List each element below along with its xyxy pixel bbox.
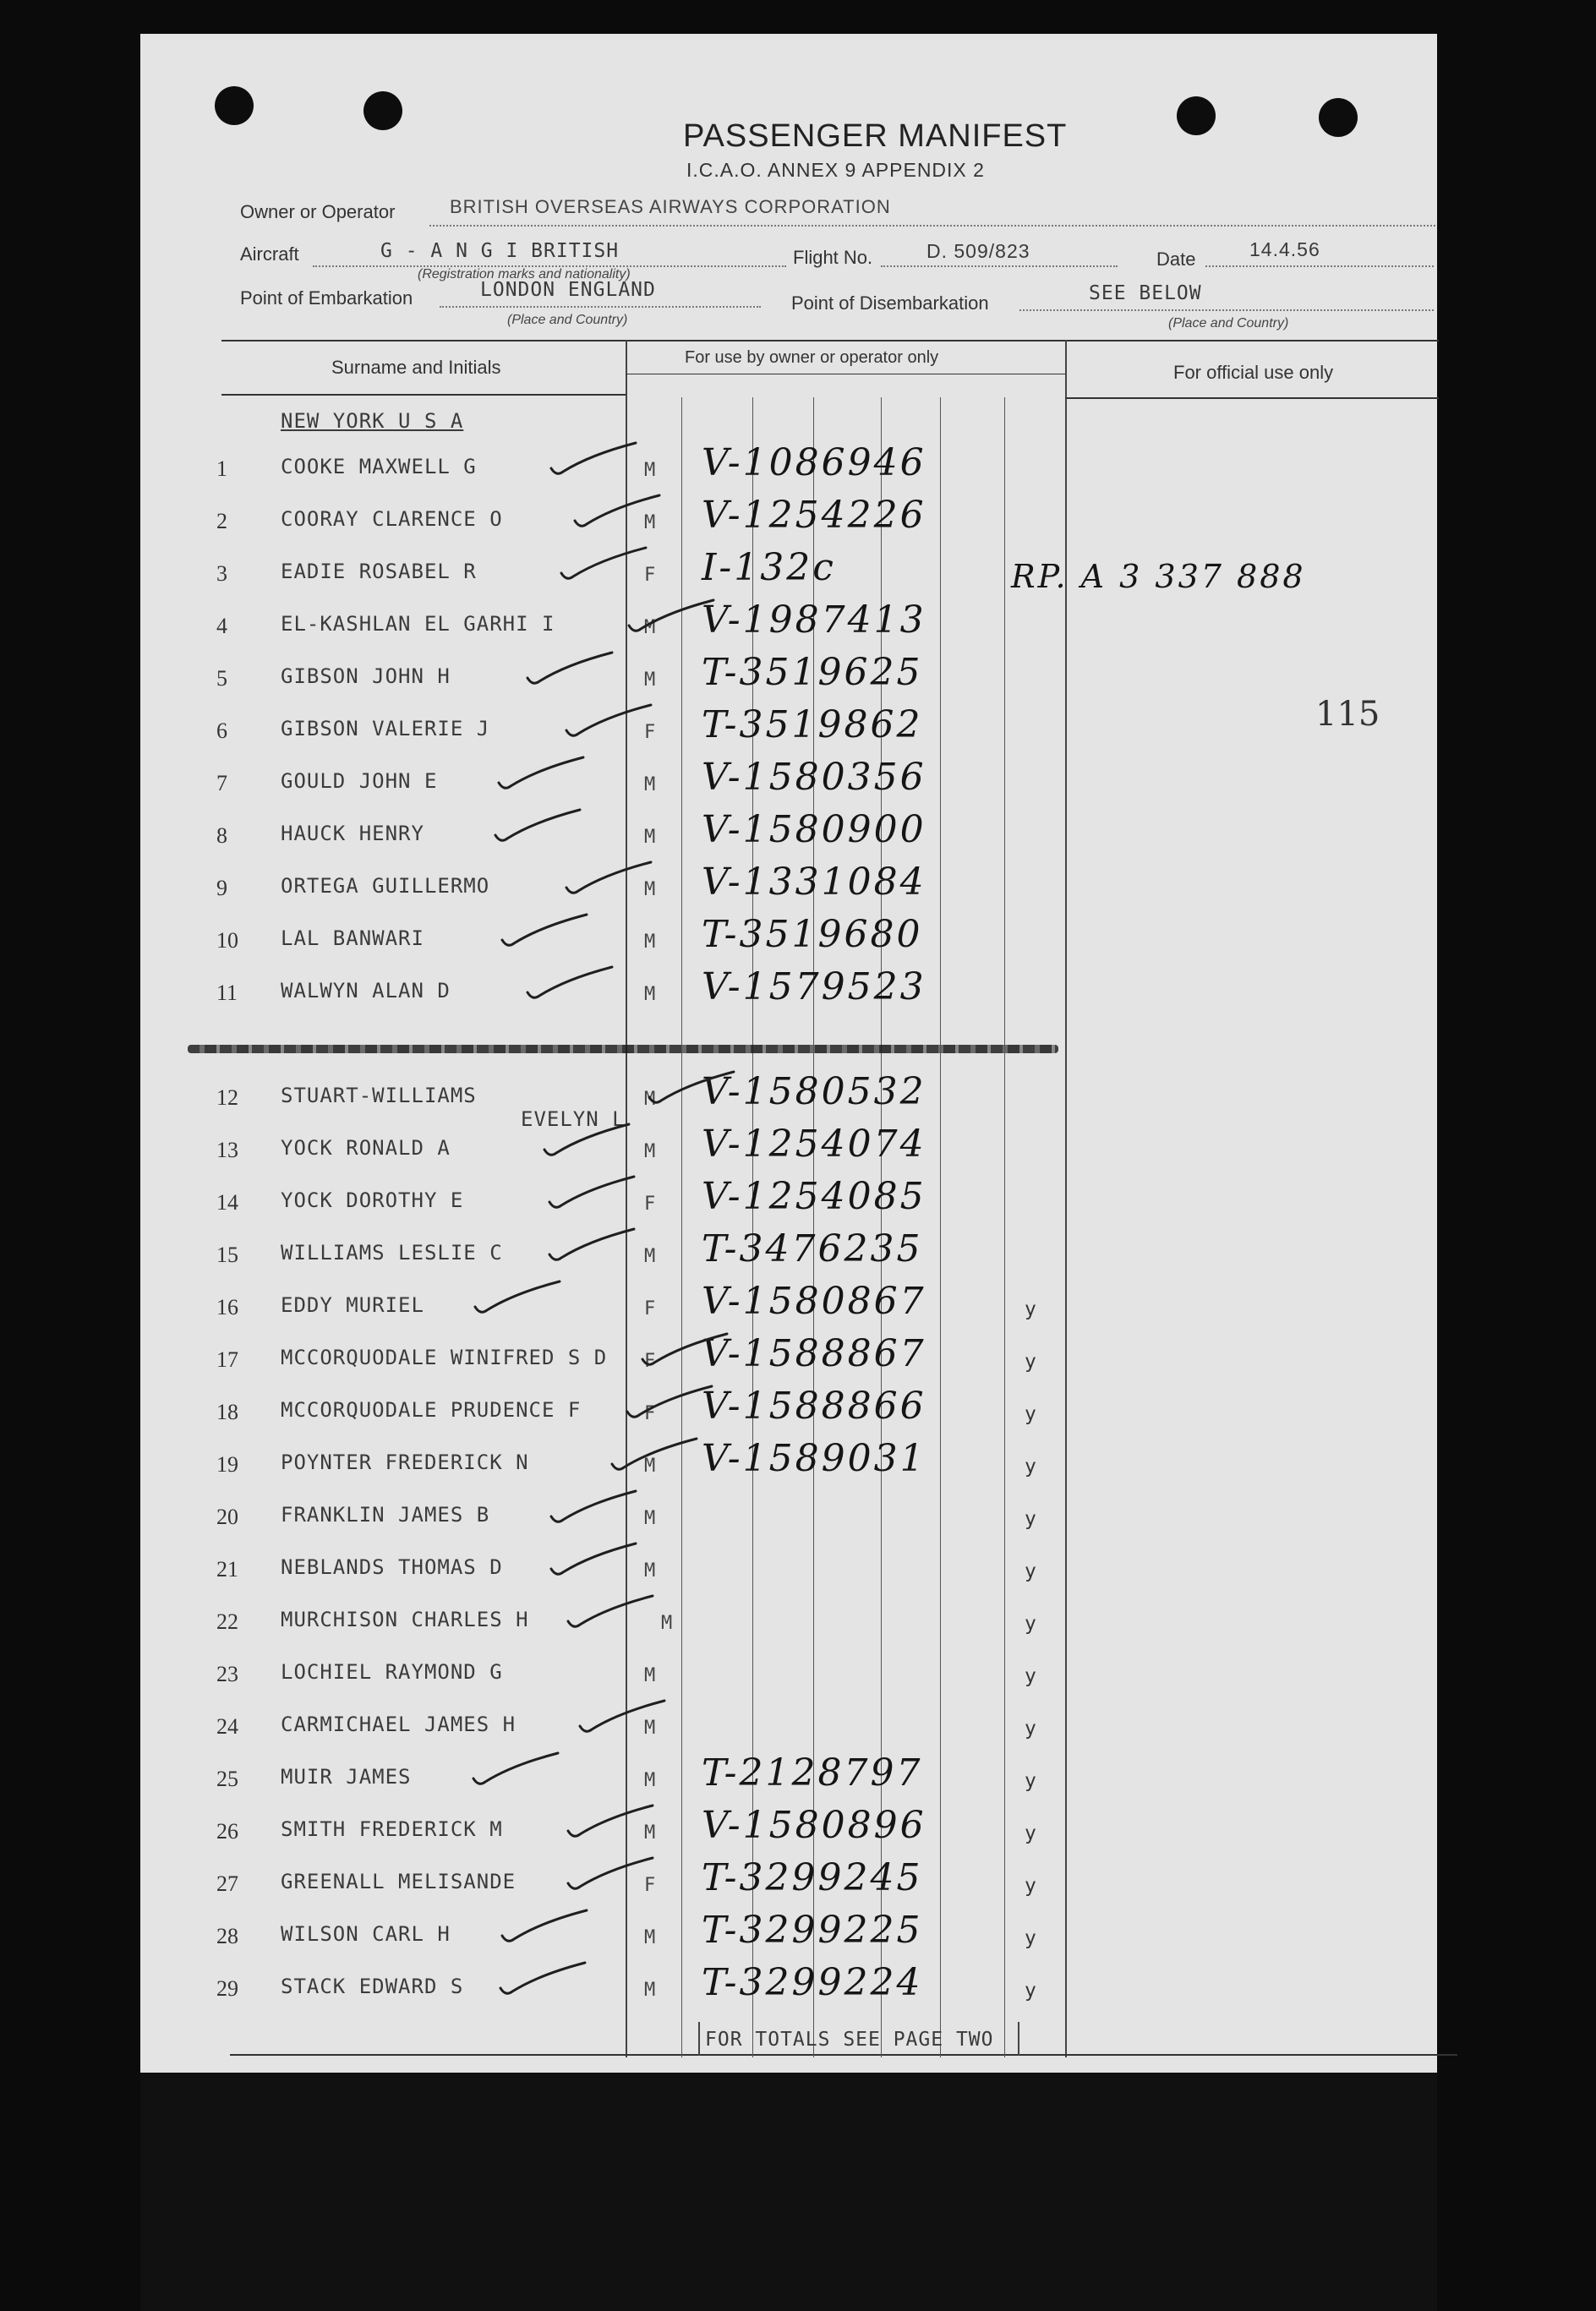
checkmark-icon [548, 1488, 641, 1530]
checkmark-icon [624, 1383, 717, 1425]
checkmark-icon [563, 859, 656, 901]
official-check-mark: y [1025, 1456, 1036, 1478]
row-number: 8 [216, 823, 227, 848]
passenger-name: HAUCK HENRY [281, 822, 424, 845]
passenger-document-number: T-3299224 [702, 1961, 923, 2004]
passenger-sex: F [644, 1298, 656, 1319]
row-number: 19 [216, 1452, 238, 1477]
passenger-document-number: V-1580896 [702, 1804, 926, 1847]
passenger-name: YOCK DOROTHY E [281, 1188, 464, 1212]
checkmark-icon [609, 1435, 702, 1478]
checkmark-icon [548, 440, 641, 482]
official-check-mark: y [1025, 1613, 1036, 1635]
passenger-name: WILSON CARL H [281, 1922, 451, 1946]
column-header-official: For official use only [1173, 362, 1334, 383]
passenger-document-number: V-1086946 [702, 441, 926, 484]
row-number: 25 [216, 1767, 238, 1791]
row-number: 2 [216, 509, 227, 533]
passenger-name: COOKE MAXWELL G [281, 455, 477, 478]
passenger-sex: M [644, 1560, 656, 1582]
official-check-mark: y [1025, 1718, 1036, 1740]
passenger-sex: M [644, 1822, 656, 1844]
checkmark-icon [472, 1278, 565, 1320]
passenger-name: POYNTER FREDERICK N [281, 1451, 529, 1474]
disembarkation-value: SEE BELOW [1089, 282, 1202, 304]
row-number: 16 [216, 1295, 238, 1319]
passenger-document-number: V-1254085 [702, 1175, 926, 1218]
passenger-name: SMITH FREDERICK M [281, 1817, 503, 1841]
passenger-name: ORTEGA GUILLERMO [281, 874, 490, 898]
passenger-sex: M [644, 879, 656, 900]
checkmark-icon [571, 492, 664, 534]
passenger-document-number: V-1580867 [702, 1280, 926, 1323]
checkmark-icon [546, 1226, 639, 1268]
passenger-sex: M [644, 617, 656, 638]
passenger-name: GIBSON VALERIE J [281, 717, 490, 740]
passenger-name: EADIE ROSABEL R [281, 560, 477, 583]
date-label: Date [1156, 249, 1196, 270]
passenger-sex: M [644, 1089, 656, 1110]
passenger-document-number: V-1580900 [702, 808, 926, 851]
row-number: 21 [216, 1557, 238, 1582]
passenger-name: GOULD JOHN E [281, 769, 438, 793]
row-number: 20 [216, 1505, 238, 1529]
passenger-name: STUART-WILLIAMS [281, 1084, 477, 1107]
passenger-name-continued: EVELYN L [521, 1107, 626, 1131]
passenger-sex: M [644, 827, 656, 848]
passenger-name: FRANKLIN JAMES B [281, 1503, 490, 1527]
passenger-document-number: V-1580356 [702, 756, 926, 799]
passenger-name: GIBSON JOHN H [281, 664, 451, 688]
passenger-document-number: V-1580532 [702, 1070, 926, 1113]
passenger-document-number: T-3476235 [702, 1227, 923, 1270]
checkmark-icon [626, 597, 719, 639]
official-check-mark: y [1025, 1560, 1036, 1582]
page-number: 115 [1315, 695, 1380, 734]
checkmark-icon [499, 1907, 592, 1949]
punch-hole [1319, 98, 1358, 137]
column-header-operator: For use by owner or operator only [685, 348, 939, 367]
punch-hole [1177, 96, 1216, 135]
row-number: 27 [216, 1871, 238, 1896]
passenger-sex: M [644, 1246, 656, 1267]
passenger-sex: M [644, 1456, 656, 1477]
row-number: 9 [216, 876, 227, 900]
checkmark-icon [541, 1121, 634, 1163]
page-subtitle: I.C.A.O. ANNEX 9 APPENDIX 2 [686, 159, 985, 181]
punch-hole [215, 86, 254, 125]
passenger-sex: M [644, 1508, 656, 1529]
destination-heading: NEW YORK U S A [281, 409, 464, 433]
checkmark-icon [524, 964, 617, 1006]
passenger-document-number: I-132c [702, 546, 836, 589]
passenger-name: GREENALL MELISANDE [281, 1870, 517, 1893]
row-number: 6 [216, 718, 227, 743]
passenger-sex: M [644, 1927, 656, 1948]
official-check-mark: y [1025, 1875, 1036, 1897]
passenger-name: CARMICHAEL JAMES H [281, 1713, 517, 1736]
passenger-sex: M [644, 1141, 656, 1162]
official-check-mark: y [1025, 1980, 1036, 2002]
row-number: 29 [216, 1976, 238, 2001]
totals-note: FOR TOTALS SEE PAGE TWO [705, 2029, 994, 2051]
official-check-mark: y [1025, 1508, 1036, 1530]
passenger-document-number: T-3299245 [702, 1856, 923, 1899]
embarkation-value: LONDON ENGLAND [480, 279, 656, 301]
official-check-mark: y [1025, 1403, 1036, 1425]
row-number: 13 [216, 1138, 238, 1162]
checkmark-icon [524, 649, 617, 691]
passenger-sex: M [661, 1613, 673, 1634]
row-number: 10 [216, 928, 238, 953]
passenger-name: LOCHIEL RAYMOND G [281, 1660, 503, 1684]
row-number: 11 [216, 981, 238, 1005]
passenger-name: LAL BANWARI [281, 926, 424, 950]
passenger-document-number: V-1589031 [702, 1437, 926, 1480]
row-number: 15 [216, 1243, 238, 1267]
row-number: 1 [216, 456, 227, 481]
passenger-sex: M [644, 1665, 656, 1686]
row-number: 23 [216, 1662, 238, 1686]
checkmark-icon [499, 911, 592, 953]
passenger-name: MCCORQUODALE PRUDENCE F [281, 1398, 582, 1422]
punch-hole [363, 91, 402, 130]
disembarkation-label: Point of Disembarkation [791, 292, 989, 314]
flight-label: Flight No. [793, 247, 873, 268]
official-check-mark: y [1025, 1770, 1036, 1792]
passenger-document-number: T-3519680 [702, 913, 923, 956]
row-number: 5 [216, 666, 227, 691]
passenger-sex: M [644, 512, 656, 533]
embarkation-label: Point of Embarkation [240, 287, 413, 309]
checkmark-icon [495, 754, 588, 796]
owner-label: Owner or Operator [240, 201, 396, 222]
official-check-mark: y [1025, 1298, 1036, 1320]
official-check-mark: y [1025, 1665, 1036, 1687]
passenger-document-number: V-1579523 [702, 965, 926, 1008]
disembarkation-note: (Place and Country) [1168, 316, 1289, 331]
scan-background [140, 2073, 1437, 2311]
column-header-surname: Surname and Initials [331, 357, 501, 378]
passenger-document-number: V-1254226 [702, 494, 926, 537]
passenger-name: MUIR JAMES [281, 1765, 412, 1789]
row-number: 22 [216, 1609, 238, 1634]
row-number: 17 [216, 1347, 238, 1372]
passenger-document-number: T-3299225 [702, 1909, 923, 1952]
row-number: 28 [216, 1924, 238, 1948]
passenger-sex: F [644, 722, 656, 743]
aircraft-value: G - A N G I BRITISH [380, 240, 620, 262]
embarkation-note: (Place and Country) [507, 313, 628, 327]
official-check-mark: y [1025, 1822, 1036, 1844]
checkmark-icon [470, 1750, 563, 1792]
flight-value: D. 509/823 [926, 240, 1030, 262]
row-number: 3 [216, 561, 227, 586]
date-value: 14.4.56 [1249, 238, 1320, 260]
checkmark-icon [565, 1593, 658, 1635]
checkmark-icon [492, 806, 585, 849]
checkmark-icon [563, 702, 656, 744]
passenger-name: STACK EDWARD S [281, 1975, 464, 1998]
passenger-document-number: T-3519862 [702, 703, 923, 746]
checkmark-icon [565, 1855, 658, 1897]
passenger-document-number: V-1254074 [702, 1123, 926, 1166]
passenger-sex: M [644, 1718, 656, 1739]
checkmark-icon [565, 1802, 658, 1844]
official-check-mark: y [1025, 1351, 1036, 1373]
checkmark-icon [548, 1540, 641, 1582]
row-number: 26 [216, 1819, 238, 1844]
passport-note: RP. A 3 337 888 [1011, 558, 1306, 595]
passenger-sex: M [644, 460, 656, 481]
passenger-sex: M [644, 774, 656, 795]
row-number: 4 [216, 614, 227, 638]
checkmark-icon [577, 1697, 670, 1740]
passenger-sex: F [644, 1351, 656, 1372]
passenger-name: EL-KASHLAN EL GARHI I [281, 612, 555, 636]
passenger-name: WILLIAMS LESLIE C [281, 1241, 503, 1265]
checkmark-icon [639, 1330, 732, 1373]
passenger-sex: F [644, 1194, 656, 1215]
owner-value: BRITISH OVERSEAS AIRWAYS CORPORATION [450, 196, 891, 217]
passenger-sex: M [644, 1770, 656, 1791]
row-number: 12 [216, 1085, 238, 1110]
row-number: 14 [216, 1190, 238, 1215]
checkmark-icon [546, 1173, 639, 1216]
passenger-sex: M [644, 1980, 656, 2001]
passenger-sex: M [644, 669, 656, 691]
passenger-document-number: V-1987413 [702, 598, 926, 642]
passenger-sex: F [644, 1875, 656, 1896]
passenger-name: COORAY CLARENCE O [281, 507, 503, 531]
passenger-document-number: V-1331084 [702, 860, 926, 904]
passenger-document-number: V-1588867 [702, 1332, 926, 1375]
page-title: PASSENGER MANIFEST [683, 118, 1068, 154]
row-number: 24 [216, 1714, 238, 1739]
passenger-name: EDDY MURIEL [281, 1293, 424, 1317]
passenger-name: YOCK RONALD A [281, 1136, 451, 1160]
passenger-sex: M [644, 984, 656, 1005]
passenger-document-number: T-2128797 [702, 1751, 923, 1795]
checkmark-icon [497, 1959, 590, 2002]
passenger-name: MURCHISON CHARLES H [281, 1608, 529, 1631]
checkmark-icon [558, 544, 651, 587]
checkmark-icon [646, 1068, 739, 1111]
passenger-sex: F [644, 1403, 656, 1424]
passenger-document-number: T-3519625 [702, 651, 923, 694]
passenger-name: NEBLANDS THOMAS D [281, 1555, 503, 1579]
passenger-name: MCCORQUODALE WINIFRED S D [281, 1346, 608, 1369]
divider-line [188, 1045, 1058, 1053]
official-check-mark: y [1025, 1927, 1036, 1949]
passenger-name: WALWYN ALAN D [281, 979, 451, 1003]
passenger-sex: F [644, 565, 656, 586]
row-number: 7 [216, 771, 227, 795]
row-number: 18 [216, 1400, 238, 1424]
passenger-document-number: V-1588866 [702, 1385, 926, 1428]
aircraft-note: (Registration marks and nationality) [418, 267, 631, 281]
passenger-sex: M [644, 932, 656, 953]
aircraft-label: Aircraft [240, 243, 299, 265]
